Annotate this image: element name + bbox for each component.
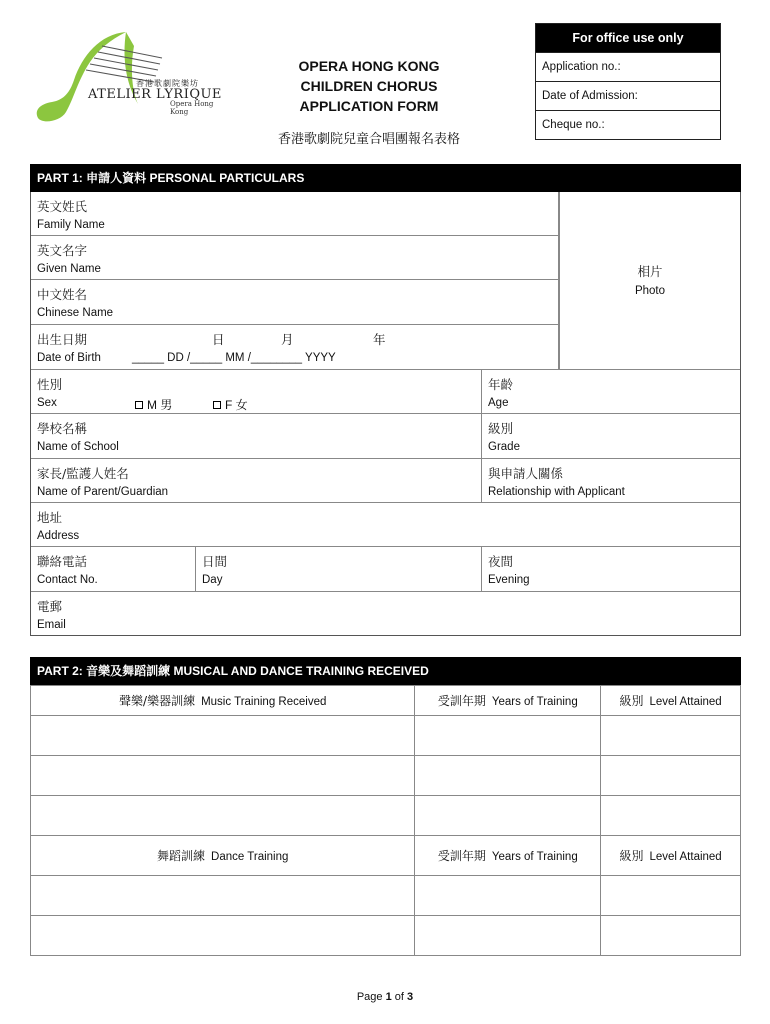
music-header-en: Music Training Received [201, 696, 327, 708]
part2-header: PART 2: 音樂及舞蹈訓練 MUSICAL AND DANCE TRAINING RECEIVED [30, 657, 741, 685]
relationship-field[interactable] [482, 459, 740, 503]
dance-header [31, 836, 415, 876]
chinese-name-field[interactable] [31, 280, 559, 325]
address-label-en: Address [37, 530, 80, 542]
part1-header: PART 1: 申請人資料 PERSONAL PARTICULARS [30, 164, 741, 192]
title-chinese: 香港歌劇院兒童合唱團報名表格 [277, 132, 460, 147]
dance-entry[interactable] [31, 916, 415, 956]
given-name-field[interactable] [31, 236, 559, 280]
photo-label-en: Photo [634, 285, 666, 297]
office-use-box [535, 23, 721, 140]
day-phone-field[interactable] [196, 547, 482, 592]
sex-label-en: Sex [37, 397, 57, 409]
school-field[interactable] [31, 414, 482, 459]
sex-option-female-label: F 女 [225, 398, 248, 412]
title-line-3: APPLICATION FORM [299, 98, 439, 114]
years-header-en: Years of Training [491, 696, 578, 708]
parent-label-en: Name of Parent/Guardian [37, 486, 169, 498]
logo-brand-text: ATELIER LYRIQUE [88, 87, 222, 102]
music-entry[interactable] [31, 756, 415, 796]
photo-box[interactable] [559, 192, 740, 370]
grade-label-en: Grade [488, 441, 520, 453]
contact-label-en: Contact No. [37, 574, 98, 586]
dance-row [31, 916, 741, 956]
sex-label-zh: 性別 [37, 377, 63, 392]
application-no-field[interactable]: Application no.: [536, 52, 720, 81]
email-field[interactable] [31, 592, 740, 635]
checkbox-icon [213, 401, 221, 409]
page-footer [0, 991, 770, 1003]
dob-label-en: Date of Birth [37, 352, 101, 364]
school-label-zh: 學校名稱 [37, 421, 88, 436]
dob-year-zh: 年 [373, 332, 386, 347]
music-header-row [31, 686, 741, 716]
years-entry[interactable] [415, 876, 601, 916]
page-of: of [394, 991, 404, 1003]
contact-label-zh: 聯絡電話 [37, 554, 88, 569]
years-header-zh: 受訓年期 [437, 849, 486, 863]
logo-sub-text: Opera Hong Kong [170, 100, 214, 116]
dance-header-zh: 舞蹈訓練 [157, 849, 206, 863]
date-of-birth-field[interactable] [31, 325, 559, 370]
relationship-label-en: Relationship with Applicant [488, 486, 625, 498]
dob-day-zh: 日 [212, 332, 225, 347]
page-total: 3 [407, 991, 414, 1003]
email-label-zh: 電郵 [37, 599, 63, 614]
evening-phone-field[interactable] [482, 547, 740, 592]
given-name-label-zh: 英文名字 [37, 243, 88, 258]
day-label-en: Day [202, 574, 223, 586]
chinese-name-label-zh: 中文姓名 [37, 287, 88, 302]
age-label-en: Age [488, 397, 509, 409]
part2-training [30, 657, 741, 956]
chinese-name-label-en: Chinese Name [37, 307, 114, 319]
dance-entry[interactable] [31, 876, 415, 916]
level-header-en: Level Attained [649, 696, 722, 708]
parent-label-zh: 家長/監護人姓名 [37, 466, 129, 481]
day-label-zh: 日間 [202, 554, 228, 569]
years-entry[interactable] [415, 716, 601, 756]
address-label-zh: 地址 [37, 510, 63, 525]
email-label-en: Email [37, 619, 66, 631]
dance-header-row [31, 836, 741, 876]
music-row [31, 756, 741, 796]
sex-field [31, 370, 482, 414]
grade-label-zh: 級別 [488, 421, 514, 436]
date-of-admission-field[interactable]: Date of Admission: [536, 81, 720, 110]
level-header-zh: 級別 [619, 694, 644, 708]
family-name-label-zh: 英文姓氏 [37, 199, 88, 214]
title-line-1: OPERA HONG KONG [298, 58, 440, 74]
dance-row [31, 876, 741, 916]
dob-month-zh: 月 [281, 332, 294, 347]
sex-option-male[interactable] [135, 396, 172, 413]
evening-label-en: Evening [488, 574, 530, 586]
level-header [601, 836, 741, 876]
music-entry[interactable] [31, 796, 415, 836]
checkbox-icon [135, 401, 143, 409]
years-entry[interactable] [415, 796, 601, 836]
sex-option-male-label: M 男 [147, 398, 173, 412]
training-table [30, 685, 741, 956]
title-line-2: CHILDREN CHORUS [300, 78, 438, 94]
page-current: 1 [385, 991, 392, 1003]
relationship-label-zh: 與申請人關係 [488, 466, 564, 481]
level-entry[interactable] [601, 876, 741, 916]
music-header [31, 686, 415, 716]
given-name-label-en: Given Name [37, 263, 101, 275]
level-header [601, 686, 741, 716]
age-label-zh: 年齡 [488, 377, 514, 392]
years-header-en: Years of Training [491, 851, 578, 863]
dob-format: _____ DD /_____ MM /________ YYYY [132, 352, 336, 364]
part1-personal-particulars [30, 164, 741, 636]
cheque-no-field[interactable]: Cheque no.: [536, 110, 720, 139]
level-header-en: Level Attained [649, 851, 722, 863]
logo-chinese-text: 香港歌劇院樂坊 [136, 79, 199, 88]
level-header-zh: 級別 [619, 849, 644, 863]
level-entry[interactable] [601, 796, 741, 836]
form-title-block [255, 56, 483, 147]
level-entry[interactable] [601, 756, 741, 796]
address-field[interactable] [31, 503, 740, 547]
dance-header-en: Dance Training [211, 851, 289, 863]
atelier-lyrique-logo [30, 28, 230, 124]
music-header-zh: 聲樂/樂器訓練 [119, 694, 196, 708]
dob-label-zh: 出生日期 [37, 332, 88, 347]
years-header-zh: 受訓年期 [437, 694, 486, 708]
level-entry[interactable] [601, 716, 741, 756]
office-use-header: For office use only [536, 24, 720, 52]
photo-label-zh: 相片 [637, 264, 663, 279]
years-header [415, 686, 601, 716]
parent-name-field[interactable] [31, 459, 482, 503]
page-label: Page [356, 991, 383, 1003]
music-entry[interactable] [31, 716, 415, 756]
family-name-label-en: Family Name [37, 219, 105, 231]
level-entry[interactable] [601, 916, 741, 956]
grade-field[interactable] [482, 414, 740, 459]
years-entry[interactable] [415, 756, 601, 796]
evening-label-zh: 夜間 [488, 554, 514, 569]
contact-label-cell [31, 547, 196, 592]
years-entry[interactable] [415, 916, 601, 956]
sex-option-female[interactable] [213, 396, 248, 413]
music-row [31, 796, 741, 836]
years-header [415, 836, 601, 876]
family-name-field[interactable] [31, 192, 559, 236]
age-field[interactable] [482, 370, 740, 414]
school-label-en: Name of School [37, 441, 119, 453]
music-row [31, 716, 741, 756]
